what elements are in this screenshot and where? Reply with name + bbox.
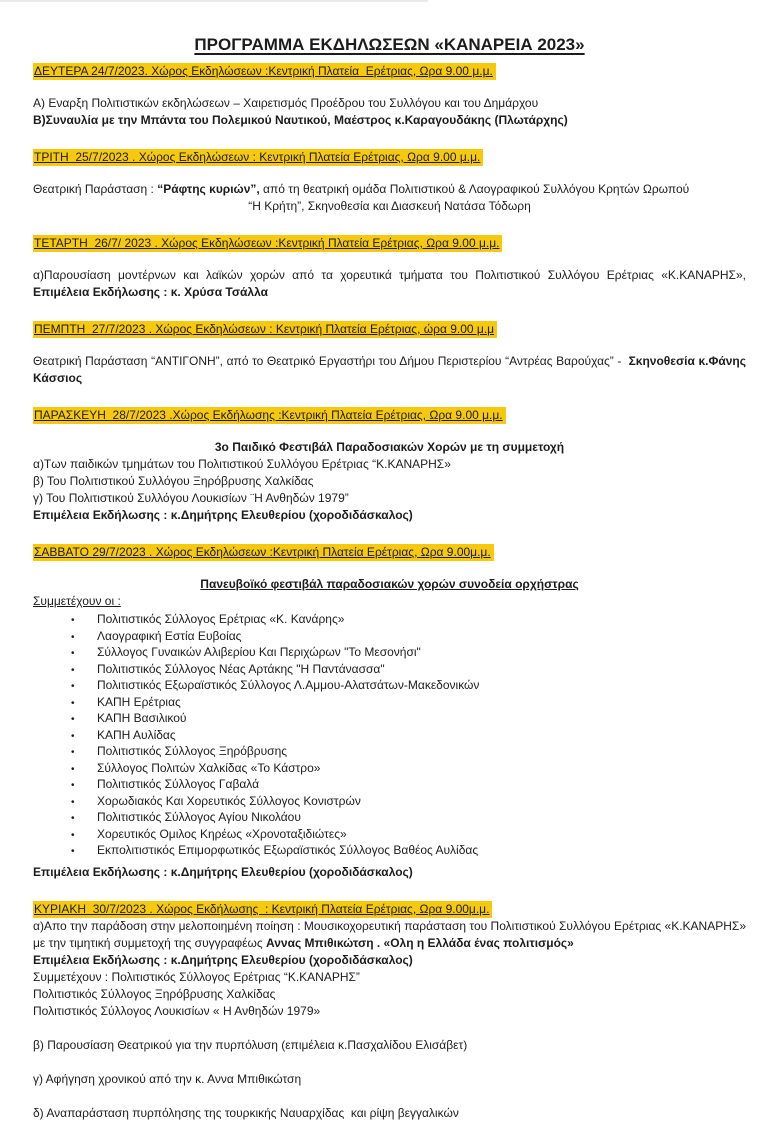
wednesday-header xyxy=(33,235,746,252)
saturday-curator: Επιμέλεια Εκδήλωσης : κ.Δημήτρης Ελευθερίου (χοροδιδάσκαλος) xyxy=(33,864,413,879)
monday-header xyxy=(33,63,746,80)
saturday-header-highlight: ΣΑΒΒΑΤΟ 29/7/2023 . Χώρος Εκδηλώσεων :Κεντρική Πλατεία Ερέτριας, Ωρα 9.00μ.μ. xyxy=(33,544,494,561)
tuesday-show-title: “Ράφτης κυριών”, xyxy=(157,182,260,196)
list-item: • Χορωδιακός Και Χορευτικός Σύλλογος Κονιστρών xyxy=(67,794,746,811)
thursday-director: Σκηνοθεσία κ.Φάνης Κάσσιος xyxy=(33,354,750,385)
saturday-participants-list xyxy=(33,612,746,860)
list-item: • Πολιτιστικός Σύλλογος Ξηρόβρυσης xyxy=(67,744,746,761)
list-item: • ΚΑΠΗ Αυλίδας xyxy=(67,728,746,745)
bullet-icon: • xyxy=(71,846,75,857)
sunday-item-c: γ) Αφήγηση χρονικού από την κ. Αννα Μπιθικώτση xyxy=(33,1071,302,1086)
list-item: • ΚΑΠΗ Βασιλικού xyxy=(67,711,746,728)
friday-item-b: β) Του Πολιτιστικού Συλλόγου Ξηρόβρυσης Χαλκίδας xyxy=(33,474,314,488)
list-item: • Σύλλογος Γυναικών Αλιβερίου Και Περιχώρων "Το Μεσονήσι" xyxy=(67,645,746,662)
tuesday-header-highlight: ΤΡΙΤΗ 25/7/2023 . Χώρος Εκδηλώσεων : Κεντρική Πλατεία Ερέτριας, Ωρα 9.00 μ.μ. xyxy=(33,149,483,166)
friday-header xyxy=(33,407,746,424)
bullet-icon: • xyxy=(71,615,75,626)
list-item: • ΚΑΠΗ Ερέτριας xyxy=(67,695,746,712)
wednesday-curator: Επιμέλεια Εκδήλωσης : κ. Χρύσα Τσάλλα xyxy=(33,285,269,299)
monday-item-a: Α) Εναρξη Πολιτιστικών εκδηλώσεων – Χαιρετισμός Προέδρου του Συλλόγου και του Δημάρχου xyxy=(33,96,539,110)
list-item: • Εκπολιτιστικός Επιμορφωτικός Εξωραϊστικός Σύλλογος Βαθέος Αυλίδας xyxy=(67,843,746,860)
bullet-icon: • xyxy=(71,714,75,725)
sunday-participants-line2: Πολιτιστικός Σύλλογος Ξηρόβρυσης Χαλκίδας xyxy=(33,986,276,1001)
list-item: • Χορευτικός Ομιλος Κηρέως «Χρονοταξιδιώτες» xyxy=(67,827,746,844)
list-item: • Λαογραφική Εστία Ευβοίας xyxy=(67,629,746,646)
sunday-description-bold: Αννας Μπιθικώτση . «Ολη η Ελλάδα ένας πολιτισμός» xyxy=(266,935,574,950)
wednesday-header-highlight: ΤΕΤΑΡΤΗ 26/7/ 2023 . Χώρος Εκδηλώσεων :Κεντρική Πλατεία Ερέτριας, Ωρα 9.00 μ.μ. xyxy=(33,235,502,252)
bullet-icon: • xyxy=(71,664,75,676)
bullet-icon: • xyxy=(71,829,75,841)
sunday-header-highlight: ΚΥΡΙΑΚΗ 30/7/2023 . Χώρος Εκδήλωσης : Κεντρική Πλατεία Ερέτριας, Ωρα 9.00μ.μ. xyxy=(33,901,492,918)
sunday-participants-line1: Συμμετέχουν : Πολιτιστικός Σύλλογος Ερέτριας “Κ.ΚΑΝΑΡΗΣ” xyxy=(33,969,360,984)
friday-item-a: α)Των παιδικών τμημάτων του Πολιτιστικού Συλλόγου Ερέτριας “Κ.ΚΑΝΑΡΗΣ» xyxy=(33,457,451,471)
bullet-icon: • xyxy=(71,697,75,709)
sunday-description: α)Απο την παράδοση στην μελοποιημένη ποίηση : Μουσικοχορευτική παράσταση του Πολιτιστικού Συλλόγου Ερέτριας «Κ.ΚΑΝΑΡΗΣ» με την τιμητική συμμετοχή της συγγραφέως Αννας Μπιθικώτση . «Ολη η Ελλάδα ένας πολιτισμός» xyxy=(33,918,750,950)
sunday-participants-line3: Πολιτιστικός Σύλλογος Λουκισίων « Η Ανθηδών 1979» xyxy=(33,1003,321,1018)
thursday-header xyxy=(33,321,746,338)
bullet-icon: • xyxy=(71,763,75,775)
sunday-item-d: δ) Αναπαράσταση πυρπόλησης της τουρκικής Ναυαρχίδας και ρίψη βεγγαλικών xyxy=(33,1105,459,1120)
thursday-header-highlight: ΠΕΜΠΤΗ 27/7/2023 . Χώρος Εκδηλώσεων : Κεντρική Πλατεία Ερέτριας, ώρα 9.00 μ.μ xyxy=(33,321,497,338)
friday-item-c: γ) Του Πολιτιστικού Συλλόγου Λουκισίων ¨Η Ανθηδών 1979” xyxy=(33,491,349,505)
sunday-item-b: β) Παρουσίαση Θεατρικού για την πυρπόλυση (επιμέλεια κ.Πασχαλίδου Ελισάβετ) xyxy=(33,1037,468,1052)
list-item: • Πολιτιστικός Σύλλογος Ερέτριας «Κ. Κανάρης» xyxy=(67,612,746,629)
list-item: • Σύλλογος Πολιτών Χαλκίδας «Το Κάστρο» xyxy=(67,761,746,778)
thursday-description: Θεατρική Παράσταση “ΑΝΤΙΓΟΝΗ”, από το Θεατρικό Εργαστήρι του Δήμου Περιστερίου “Αντρέας Βαρούχας” - Σκηνοθεσία κ.Φάνης Κάσσιος xyxy=(33,354,750,385)
saturday-header xyxy=(33,544,746,561)
scan-edge-artifact xyxy=(0,0,428,2)
sunday-curator: Επιμέλεια Εκδήλωσης : κ.Δημήτρης Ελευθερίου (χοροδιδάσκαλος) xyxy=(33,952,413,967)
friday-festival-title: 3ο Παιδικό Φεστιβάλ Παραδοσιακών Χορών με τη συμμετοχή xyxy=(214,440,565,454)
bullet-icon: • xyxy=(71,648,75,659)
bullet-icon: • xyxy=(71,681,75,692)
saturday-festival-title: Πανευβοϊκό φεστιβάλ παραδοσιακών χορών συνοδεία ορχήστρας xyxy=(200,577,579,591)
tuesday-show-line1: Θεατρική Παράσταση : “Ράφτης κυριών”, από τη θεατρική ομάδα Πολιτιστικού & Λαογραφικού Συλλόγου Κρητών Ωρωπού xyxy=(33,182,690,196)
monday-item-b: Β)Συναυλία με την Μπάντα του Πολεμικού Ναυτικού, Μαέστρος κ.Καραγουδάκης (Πλωτάρχης) xyxy=(33,113,568,127)
list-item: • Πολιτιστικός Σύλλογος Γαβαλά xyxy=(67,777,746,794)
page-title-text: ΠΡΟΓΡΑΜΜΑ ΕΚΔΗΛΩΣΕΩΝ «ΚΑΝΑΡΕΙΑ 2023» xyxy=(194,35,585,54)
bullet-icon: • xyxy=(71,631,75,643)
list-item: • Πολιτιστικός Σύλλογος Αγίου Νικολάου xyxy=(67,810,746,827)
saturday-participants-label: Συμμετέχουν οι : xyxy=(33,594,121,608)
bullet-icon: • xyxy=(71,796,75,808)
list-item: • Πολιτιστικός Σύλλογος Νέας Αρτάκης "Η Παντάνασσα" xyxy=(67,662,746,679)
wednesday-description: α)Παρουσίαση μοντέρνων και λαϊκών χορών από τα χορευτικά τμήματα του Πολιτιστικού Συλλόγου Ερέτριας «Κ.ΚΑΝΑΡΗΣ», Επιμέλεια Εκδήλωσης : κ. Χρύσα Τσάλλα xyxy=(33,268,750,299)
bullet-icon: • xyxy=(71,813,75,824)
page-title xyxy=(33,34,746,56)
bullet-icon: • xyxy=(71,780,75,791)
sunday-header xyxy=(33,901,746,918)
friday-header-highlight: ΠΑΡΑΣΚΕΥΗ 28/7/2023 .Χώρος Εκδήλωσης :Κεντρική Πλατεία Ερέτριας, Ωρα 9.00 μ.μ. xyxy=(33,407,506,424)
tuesday-header xyxy=(33,149,746,166)
bullet-icon: • xyxy=(71,747,75,758)
friday-curator: Επιμέλεια Εκδήλωσης : κ.Δημήτρης Ελευθερίου (χοροδιδάσκαλος) xyxy=(33,508,413,522)
bullet-icon: • xyxy=(71,730,75,742)
list-item: • Πολιτιστικός Εξωραϊστικός Σύλλογος Λ.Αμμου-Αλατσάτων-Μακεδονικών xyxy=(67,678,746,695)
tuesday-show-line2: “Η Κρήτη”, Σκηνοθεσία και Διασκευή Νατάσα Τόδωρη xyxy=(248,199,531,213)
monday-header-highlight: ΔΕΥΤΕΡΑ 24/7/2023. Χώρος Εκδηλώσεων :Κεντρική Πλατεία Ερέτριας, Ωρα 9.00 μ.μ. xyxy=(33,63,496,80)
